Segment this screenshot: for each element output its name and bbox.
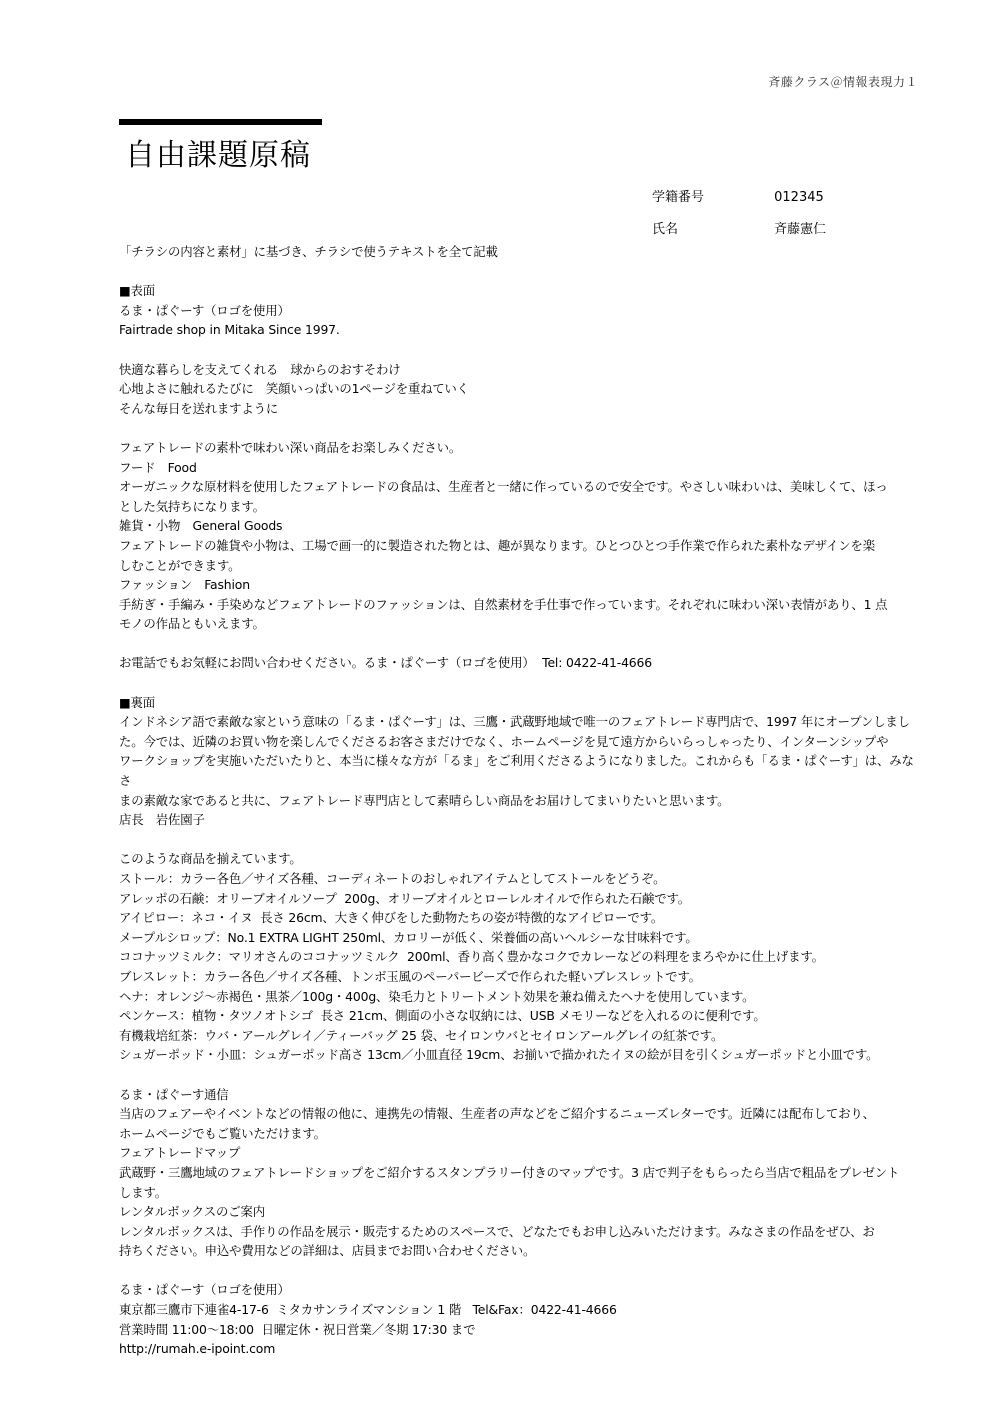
map-text: します。 [119,1184,167,1200]
document-body [119,242,919,1359]
map-title: フェアトレードマップ [119,1145,241,1161]
food-text: オーガニックな原材料を使用したフェアトレードの食品は、生産者と一緒に作っているので安全です。やさしい味わいは、美味しくて、ほっ [119,479,888,495]
business-hours: 営業時間 11:00～18:00 日曜定休・祝日営業／冬期 17:30 まで [119,1321,476,1337]
student-id-row [652,186,824,205]
product-item: アイピロー：ネコ・イヌ 長さ 26cm、大きく伸びをした動物たちの姿が特徴的なアイピローです。 [119,910,664,926]
newsletter-title: るま・ぱぐーす通信 [119,1086,229,1102]
header-note: 斉藤クラス＠情報表現力１ [768,75,918,89]
newsletter-text: ホームページでもご覧いただけます。 [119,1125,326,1141]
front-shop-logo: るま・ぱぐーす（ロゴを使用） [119,302,290,318]
food-title: フード Food [119,459,197,475]
contact-text: お電話でもお気軽にお問い合わせください。るま・ぱぐーす（ロゴを使用） Tel: 0422-41-4666 [119,655,653,671]
food-text: とした気持ちになります。 [119,498,265,514]
products-lead: フェアトレードの素朴で味わい深い商品をお楽しみください。 [119,439,462,455]
fashion-text: 手紡ぎ・手編み・手染めなどフェアトレードのファッションは、自然素材を手仕事で作っています。それぞれに味わい深い表情があり、1 点 [119,596,888,612]
front-tagline: Fairtrade shop in Mitaka Since 1997. [119,322,340,338]
poem-line: 心地よさに触れるたびに 笑顔いっぱいの1ページを重ねていく [119,381,469,397]
map-text: 武蔵野・三鷹地域のフェアトレードショップをご紹介するスタンプラリー付きのマップです。3 店で判子をもらったら当店で粗品をプレゼント [119,1164,900,1180]
about-text: まの素敵な家であると共に、フェアトレード専門店として素晴らしい商品をお届けしてまいりたいと思います。 [119,792,730,808]
rental-text: 持ちください。申込や費用などの詳細は、店員までお問い合わせください。 [119,1243,536,1259]
poem-line: そんな毎日を送れますように [119,400,279,416]
goods-text: しむことができます。 [119,557,241,573]
name-row [652,218,826,237]
about-text: インドネシア語で素敵な家という意味の「るま・ぱぐーす」は、三鷹・武蔵野地域で唯一のフェアトレード専門店で、1997 年にオープンしまし [119,714,910,730]
page-title: 自由課題原稿 [125,138,311,173]
product-item: ストール：カラー各色／サイズ各種、コーディネートのおしゃれアイテムとしてストールをどうぞ。 [119,871,666,886]
product-item: 有機栽培紅茶：ウバ・アールグレイ／ティーバッグ 25 袋、セイロンウバとセイロンアールグレイの紅茶です。 [119,1027,724,1043]
shop-url: http://rumah.e-ipoint.com [119,1341,276,1357]
name-value: 斉藤憲仁 [774,222,827,237]
shop-address: 東京都三鷹市下連雀4-17-6 ミタカサンライズマンション 1 階 Tel&Fax：0422-41-4666 [119,1302,617,1318]
student-id-label: 学籍番号 [652,190,705,205]
items-lead: このような商品を揃えています。 [119,851,302,867]
fashion-text: モノの作品ともいえます。 [119,616,265,632]
title-bar [119,119,322,125]
product-item: ココナッツミルク：マリオさんのココナッツミルク 200ml、香り高く豊かなコクでカレーなどの料理をまろやかに仕上げます。 [119,949,824,965]
product-item: ヘナ：オレンジ～赤褐色・黒茶／100g・400g、染毛力とトリートメント効果を兼ね備えたヘナを使用しています。 [119,988,755,1004]
product-item: ブレスレット：カラー各色／サイズ各種、トンボ玉風のペーパービーズで作られた軽いブレスレットです。 [119,968,701,984]
rental-title: レンタルボックスのご案内 [119,1204,265,1220]
fashion-title: ファッション Fashion [119,577,250,593]
product-item: ペンケース：植物・タツノオトシゴ 長さ 21cm、側面の小さな収納には、USB メモリーなどを入れるのに便利です。 [119,1008,766,1024]
poem-line: 快適な暮らしを支えてくれる 球からのおすそわけ [119,361,401,377]
product-item: シュガーポッド・小皿：シュガーポッド高さ 13cm／小皿直径 19cm、お揃いで描かれたイヌの絵が目を引くシュガーポッドと小皿です。 [119,1047,879,1063]
footer-shop-logo: るま・ぱぐーす（ロゴを使用） [119,1282,290,1298]
about-text: ワークショップを実施いただいたりと、本当に様々な方が「るま」をご利用くださるようになりました。これからも「るま・ぱぐーす」は、みなさ [119,753,914,789]
name-label: 氏名 [652,222,679,237]
product-item: アレッポの石鹸：オリーブオイルソープ 200g、オリーブオイルとローレルオイルで作られた石鹸です。 [119,890,690,906]
back-heading: ■裏面 [119,694,156,710]
front-heading: ■表面 [119,283,156,299]
product-item: メープルシロップ：No.1 EXTRA LIGHT 250ml、カロリーが低く、栄養価の高いヘルシーな甘味料です。 [119,929,698,945]
goods-text: フェアトレードの雑貨や小物は、工場で画一的に製造された物とは、趣が異なります。ひとつひとつ手作業で作られた素朴なデザインを楽 [119,537,875,553]
student-id-value: 012345 [774,190,824,205]
rental-text: レンタルボックスは、手作りの作品を展示・販売するためのスペースで、どなたでもお申し込みいただけます。みなさまの作品をぜひ、お [119,1223,875,1239]
newsletter-text: 当店のフェアーやイベントなどの情報の他に、連携先の情報、生産者の声などをご紹介するニューズレターです。近隣には配布しており、 [119,1106,875,1122]
intro-text: 「チラシの内容と素材」に基づき、チラシで使うテキストを全て記載 [119,244,498,259]
about-text: た。今では、近隣のお買い物を楽しんでくださるお客さまだけでなく、ホームページを見て遠方からいらっしゃったり、インターンシップや [119,733,889,749]
manager-name: 店長 岩佐園子 [119,812,205,828]
goods-title: 雑貨・小物 General Goods [119,518,283,534]
